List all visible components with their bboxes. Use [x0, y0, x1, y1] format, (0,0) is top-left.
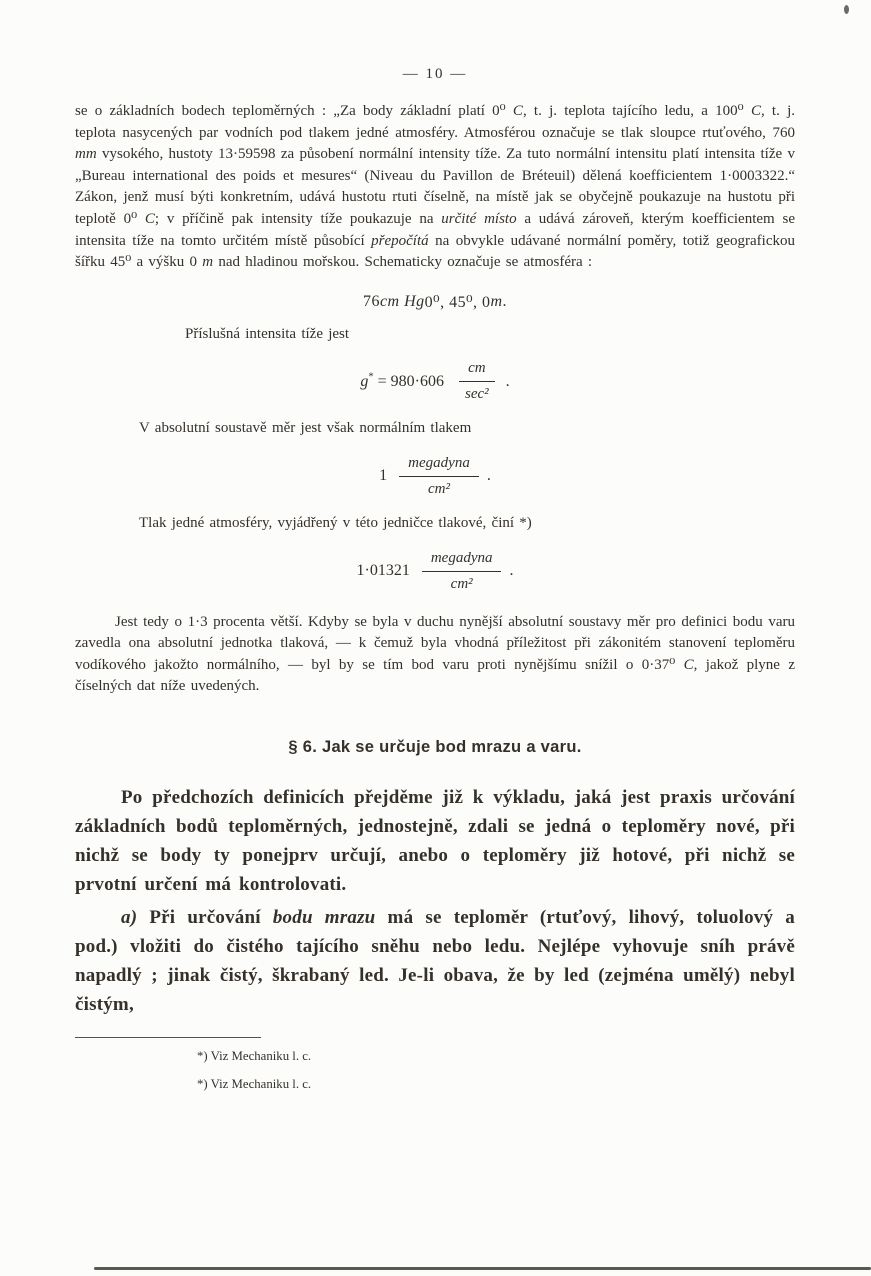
page-number: — 10 —: [402, 66, 468, 82]
formula-gravity-lhs: g* = 980·606: [360, 371, 444, 390]
footnote-2: *) Viz Mechaniku l. c.: [197, 1076, 312, 1091]
formula-gravity: [75, 359, 795, 404]
formula-atmosphere-value-coefficient: 1·01321: [356, 562, 410, 580]
fraction-denominator: cm²: [450, 575, 473, 592]
formula-atmosphere-value-period: .: [509, 562, 514, 580]
footnote-divider: [75, 1037, 261, 1038]
fraction-megadyna-per-cm2: [422, 549, 502, 594]
fraction-numerator: cm: [459, 359, 495, 382]
fraction-denominator: sec²: [464, 386, 489, 403]
formula-atmosphere-schema: 76 cm Hg 0⁰, 45⁰, 0 m .: [362, 292, 508, 311]
fraction-numerator: megadyna: [399, 454, 479, 477]
formula-atmosphere-value: [75, 549, 795, 594]
formula-megadyne-unit-coefficient: 1: [379, 467, 388, 485]
scan-artifact-bottom-edge: [94, 1267, 871, 1270]
paragraph-intro: se o základních bodech teploměrných : „Za body základní platí 0⁰ C, t. j. teplota tajícího ledu, a 100⁰ C, t. j. teplota nasycených par vodních pod tlakem jedné atmosféry. Atmosférou označuje se tlak sloupce rtuťového, 760 mm vysokého, hustoty 13·59598 za působení normální intensity tíže. Za tuto normální intensitu platí intensita tíže v „Bureau international des poids et mesures“ (Niveau du Pavillon de Bréteuil) dělená koefficientem 1·0003322.“ Zákon, jenž musí býti konkretním, udává hustotu rtuti číselně, na místě jak se obyčejně poukazuje na hustotu při teplotě 0⁰ C; v příčině pak intensity tíže poukazuje na určité místo a udává zároveň, kterým koefficientem se intensita tíže na tomto určitém místě působící přepočítá na obvykle udávané normální poměry, totiž geografickou šířku 45⁰ a výšku 0 m nad hladinou mořskou. Schematicky označuje se atmosféra :: [75, 103, 796, 271]
formula-megadyne-unit: [75, 454, 795, 499]
section-heading: § 6. Jak se určuje bod mrazu a varu.: [288, 737, 582, 756]
paragraph-definitions: Po předchozích definicích přejděme již k výkladu, jaká jest praxis určování základních bodů teploměrných, jednostejně, zdali se jedná o teploměry nové, při nichž se body ty ponejprv určují, anebo o teploměry již hotové, při nichž se prvotní určení má kontrolovati.: [75, 786, 795, 895]
paragraph-freezing-point: a) Při určování bodu mrazu má se teploměr (rtuťový, lihový, toluolový a pod.) vložiti do čistého tajícího sněhu nebo ledu. Nejlépe vyhovuje sníh právě napadlý ; jinak čistý, škrabaný led. Je-li obava, že by led (zejména umělý) nebyl čistým,: [75, 906, 795, 1015]
scan-artifact-speck: [844, 5, 849, 14]
formula-megadyne-unit-period: .: [486, 467, 491, 485]
fraction-denominator: cm²: [428, 480, 450, 497]
paragraph-comparison: Jest tedy o 1·3 procenta větší. Kdyby se byla v duchu nynější absolutní soustavy měr pro definici bodu varu zavedla ona absolutní jednotka tlaková, — k čemuž byla vhodná příležitost při zákonitém stanovení teploměru vodíkového jakožto normálního, — byl by se tím bod varu proti nynějšímu snížil o 0·37⁰ C, jakož plyne z číselných dat níže uvedených.: [75, 613, 795, 695]
footnote-1: *) Viz Mechaniku l. c.: [197, 1048, 312, 1063]
fraction-megadyna-per-cm2: [399, 454, 479, 499]
line-absolute-system: V absolutní soustavě měr jest však normálním tlakem: [139, 420, 472, 437]
fraction-numerator: megadyna: [422, 549, 502, 572]
line-atmosphere-pressure: Tlak jedné atmosféry, vyjádřený v této jedničce tlakové, činí *): [139, 514, 532, 531]
fraction-cm-per-sec2: [456, 359, 498, 404]
formula-gravity-period: .: [505, 372, 510, 390]
line-intensity-intro: Příslušná intensita tíže jest: [185, 325, 350, 342]
